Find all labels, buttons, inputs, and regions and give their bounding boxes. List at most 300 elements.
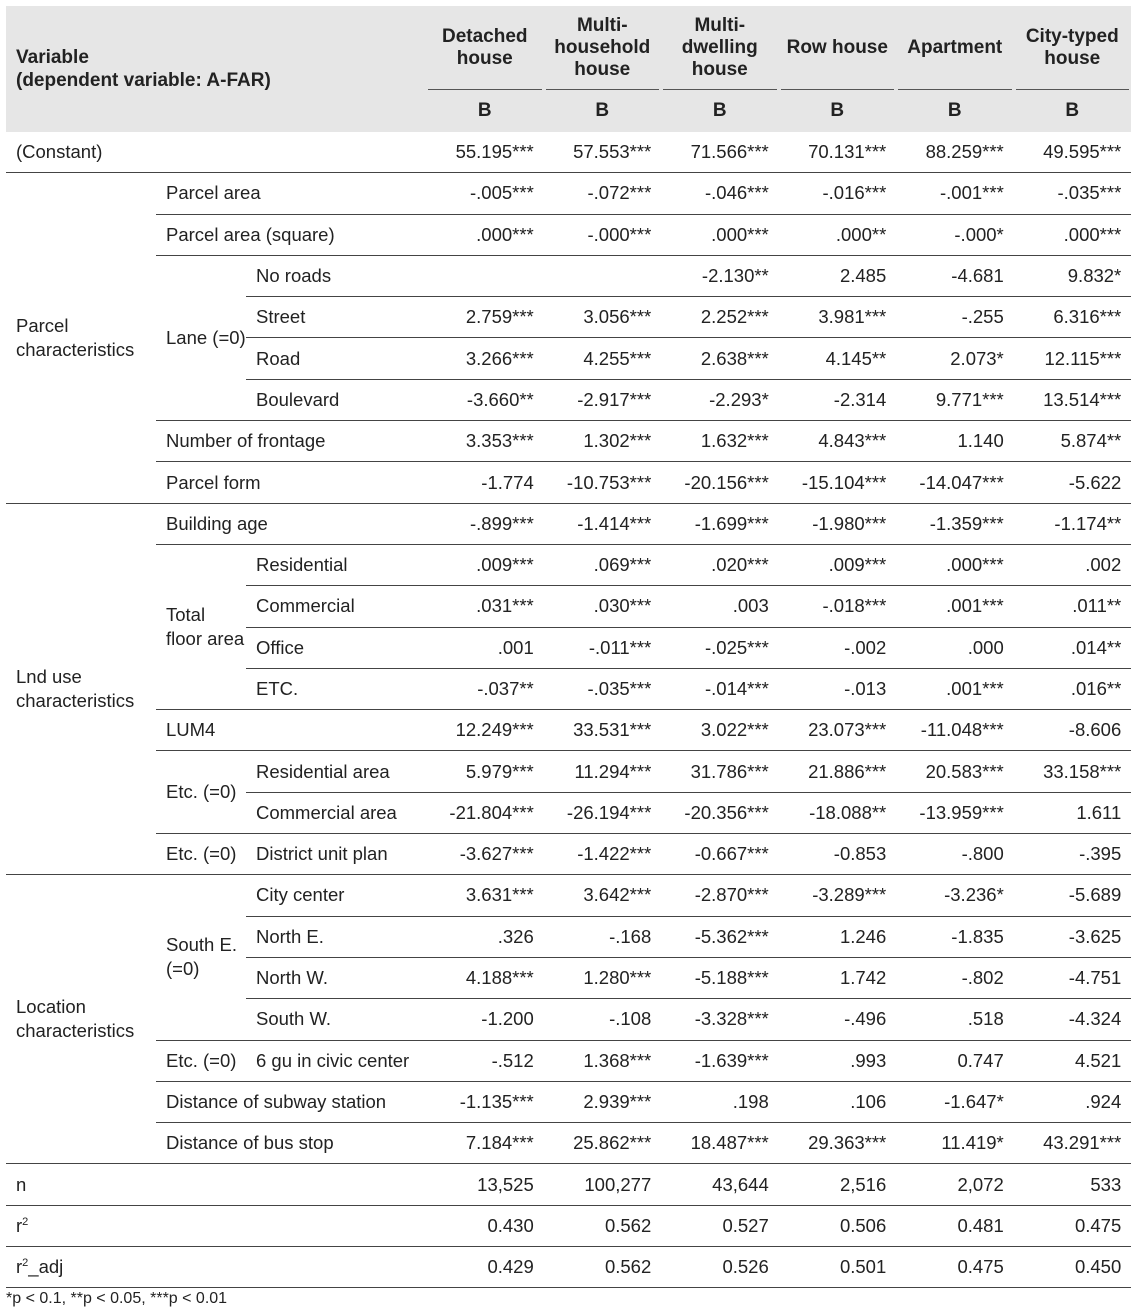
row-label: Parcel area (square) [156, 214, 426, 255]
coefficient-value: 20.583*** [925, 760, 1004, 782]
coefficient-value: -5.188*** [694, 967, 769, 989]
row-label: Building age [156, 503, 426, 544]
row-no-roads [6, 255, 1131, 296]
coefficient-value: -15.104*** [801, 471, 887, 493]
value-cell [896, 792, 1014, 833]
coefficient-value: 11.419* [941, 1132, 1004, 1154]
coefficient-value: 0.506 [839, 1214, 887, 1236]
stat-header: B [426, 90, 544, 132]
value-cell [896, 421, 1014, 462]
value-cell [779, 875, 897, 916]
coefficient-value: 1.140 [957, 430, 1004, 452]
row-lum4 [6, 710, 1131, 751]
value-cell [896, 957, 1014, 998]
coefficient-value: -.035*** [587, 678, 652, 699]
value-cell [544, 586, 662, 627]
coefficient-value: -4.681 [951, 265, 1004, 287]
value-cell [661, 875, 779, 916]
coefficient-value: 5.874** [1060, 430, 1122, 452]
value-cell [426, 255, 544, 296]
value-cell [544, 421, 662, 462]
value-cell [544, 544, 662, 585]
coefficient-value: 7.184*** [465, 1132, 534, 1154]
value-cell [661, 1040, 779, 1081]
row-label: Parcel form [156, 462, 426, 503]
coefficient-value: -8.606 [1068, 719, 1122, 741]
value-cell [1014, 544, 1132, 585]
coefficient-value: 2.252*** [700, 306, 769, 328]
value-cell [1014, 132, 1132, 173]
value-cell [896, 586, 1014, 627]
value-cell [779, 214, 897, 255]
coefficient-value: 18.487*** [690, 1132, 769, 1154]
row-label: Road [246, 338, 426, 379]
coefficient-value: -20.156*** [684, 471, 769, 493]
value-cell [896, 999, 1014, 1040]
value-cell [426, 379, 544, 420]
value-cell [1014, 792, 1132, 833]
row-label: South W. [246, 999, 426, 1040]
value-cell [779, 1247, 897, 1288]
value-cell [779, 503, 897, 544]
coefficient-value: .198 [732, 1090, 769, 1112]
coefficient-value: -.800 [961, 843, 1004, 865]
value-cell [896, 668, 1014, 709]
value-cell [779, 379, 897, 420]
coefficient-value: 2.759*** [465, 306, 534, 328]
coefficient-value: -4.324 [1068, 1008, 1122, 1030]
row-number-of-frontage [6, 421, 1131, 462]
value-cell [661, 1123, 779, 1164]
value-cell [896, 1081, 1014, 1122]
value-cell [426, 1247, 544, 1288]
coefficient-value: -.512 [491, 1049, 534, 1071]
row-label: Street [246, 297, 426, 338]
coefficient-value: -.025*** [705, 636, 769, 658]
value-cell [661, 379, 779, 420]
coefficient-value: -4.751 [1068, 967, 1122, 989]
value-cell [896, 132, 1014, 173]
value-cell [1014, 1040, 1132, 1081]
coefficient-value: -.000*** [587, 223, 652, 245]
value-cell [544, 297, 662, 338]
row-city-center [6, 875, 1131, 916]
coefficient-value: 1.742 [839, 967, 887, 989]
value-cell [426, 544, 544, 585]
subgroup-etc-district: Etc. (=0) [156, 834, 246, 875]
value-cell [896, 751, 1014, 792]
coefficient-value: -.018*** [822, 595, 887, 617]
value-cell [661, 544, 779, 585]
value-cell [661, 1247, 779, 1288]
coefficient-value: .000*** [946, 554, 1004, 576]
value-cell [426, 1081, 544, 1122]
value-cell [544, 132, 662, 173]
coefficient-value: -5.622 [1068, 471, 1122, 493]
row-building-age [6, 503, 1131, 544]
coefficient-value: -3.289*** [812, 884, 887, 906]
value-cell [1014, 999, 1132, 1040]
coefficient-value: -13.959*** [919, 801, 1004, 823]
coefficient-value: -.011*** [588, 636, 652, 658]
coefficient-value: 25.862*** [573, 1132, 652, 1154]
coefficient-value: -26.194*** [566, 801, 652, 823]
coefficient-value: .326 [497, 925, 534, 947]
value-cell [426, 338, 544, 379]
value-cell [544, 875, 662, 916]
value-cell [544, 751, 662, 792]
coefficient-value: .003 [732, 595, 769, 617]
coefficient-value: .000*** [711, 223, 769, 245]
value-cell [779, 1081, 897, 1122]
coefficient-value: -3.625 [1068, 925, 1122, 947]
coefficient-value: .000*** [476, 223, 534, 245]
coefficient-value: -.395 [1079, 843, 1122, 865]
value-cell [544, 627, 662, 668]
coefficient-value: .001*** [946, 678, 1004, 699]
col-header-row-house: Row house [779, 6, 897, 90]
coefficient-value: 533 [1090, 1173, 1122, 1195]
value-cell [1014, 421, 1132, 462]
row-label: North E. [246, 916, 426, 957]
coefficient-value: -3.236* [944, 884, 1004, 906]
coefficient-value: 3.056*** [583, 306, 652, 328]
col-header-multi-dwelling: Multi- dwelling house [661, 6, 779, 90]
coefficient-value: .014** [1070, 636, 1122, 658]
value-cell [544, 834, 662, 875]
value-cell [544, 792, 662, 833]
coefficient-value: -.002 [844, 636, 887, 658]
coefficient-value: 0.430 [487, 1214, 534, 1236]
coefficient-value: -.899*** [470, 512, 534, 534]
value-cell [426, 421, 544, 462]
value-cell [661, 132, 779, 173]
row-label: No roads [246, 255, 426, 296]
col-header-apartment: Apartment [896, 6, 1014, 90]
value-cell [779, 792, 897, 833]
coefficient-value: -1.835 [951, 925, 1004, 947]
value-cell [661, 627, 779, 668]
coefficient-value: 88.259*** [925, 141, 1004, 163]
value-cell [426, 957, 544, 998]
coefficient-value: -.000* [954, 223, 1004, 245]
value-cell [1014, 338, 1132, 379]
row-label: (Constant) [6, 132, 426, 173]
coefficient-value: -10.753*** [566, 471, 652, 493]
coefficient-value: .031*** [476, 595, 534, 617]
coefficient-value: 2.638*** [700, 347, 769, 369]
coefficient-value: 31.786*** [690, 760, 769, 782]
coefficient-value: 12.115*** [1044, 347, 1122, 369]
coefficient-value: -.016*** [822, 182, 887, 204]
row-label: Residential area [246, 751, 426, 792]
coefficient-value: -3.660** [466, 388, 534, 410]
subgroup-south-e: South E. (=0) [156, 875, 246, 1040]
coefficient-value: 3.266*** [465, 347, 534, 369]
row-parcel-area [6, 173, 1131, 214]
value-cell [661, 834, 779, 875]
value-cell [896, 710, 1014, 751]
coefficient-value: -18.088** [809, 801, 887, 823]
value-cell [426, 1040, 544, 1081]
value-cell [661, 792, 779, 833]
row-label: Parcel area [156, 173, 426, 214]
row-constant [6, 132, 1131, 173]
value-cell [1014, 668, 1132, 709]
value-cell [1014, 751, 1132, 792]
value-cell [544, 916, 662, 957]
coefficient-value: 9.832* [1067, 265, 1122, 287]
coefficient-value: -2.314 [833, 388, 887, 410]
value-cell [426, 710, 544, 751]
value-cell [1014, 957, 1132, 998]
value-cell [779, 1040, 897, 1081]
coefficient-value: 6.316*** [1053, 306, 1122, 328]
coefficient-value: -.046*** [705, 182, 769, 204]
coefficient-value: -2.293* [709, 388, 769, 410]
coefficient-value: 0.747 [957, 1049, 1004, 1071]
coefficient-value: -.001*** [940, 182, 1004, 204]
coefficient-value: .106 [850, 1090, 887, 1112]
value-cell [544, 503, 662, 544]
row-label: Distance of bus stop [156, 1123, 426, 1164]
coefficient-value: -1.200 [481, 1008, 534, 1030]
value-cell [426, 586, 544, 627]
value-cell [1014, 1164, 1132, 1205]
value-cell [426, 214, 544, 255]
row-district-unit-plan [6, 834, 1131, 875]
coefficient-value: 1.632*** [700, 430, 769, 452]
coefficient-value: .011** [1072, 595, 1122, 617]
coefficient-value: 11.294*** [574, 760, 652, 782]
row-bus-distance [6, 1123, 1131, 1164]
coefficient-value: 43.291*** [1043, 1132, 1122, 1154]
value-cell [426, 132, 544, 173]
value-cell [1014, 255, 1132, 296]
group-parcel-characteristics: Parcel characteristics [6, 173, 156, 503]
value-cell [1014, 875, 1132, 916]
coefficient-value: 0.527 [722, 1214, 769, 1236]
value-cell [779, 710, 897, 751]
regression-table [6, 6, 1131, 1288]
coefficient-value: 4.843*** [818, 430, 887, 452]
value-cell [1014, 173, 1132, 214]
coefficient-value: 2.073* [950, 347, 1004, 369]
coefficient-value: 1.611 [1076, 801, 1122, 823]
value-cell [896, 627, 1014, 668]
value-cell [1014, 297, 1132, 338]
coefficient-value: 2.485 [839, 265, 887, 287]
row-label: 6 gu in civic center [246, 1040, 426, 1081]
value-cell [779, 421, 897, 462]
value-cell [896, 544, 1014, 585]
coefficient-value: 0.562 [604, 1214, 652, 1236]
value-cell [544, 255, 662, 296]
coefficient-value: 0.475 [957, 1256, 1004, 1278]
coefficient-value: -14.047*** [919, 471, 1004, 493]
subgroup-lane: Lane (=0) [156, 255, 246, 420]
coefficient-value: -1.422*** [577, 843, 652, 865]
coefficient-value: 57.553*** [573, 141, 652, 163]
value-cell [544, 1164, 662, 1205]
value-cell [544, 1247, 662, 1288]
row-parcel-area-square [6, 214, 1131, 255]
group-land-use-characteristics: Lnd use characteristics [6, 503, 156, 875]
value-cell [544, 1123, 662, 1164]
row-label-superscript: 2 [22, 1257, 29, 1269]
coefficient-value: -1.639*** [694, 1049, 769, 1071]
coefficient-value: .002 [1085, 554, 1122, 576]
value-cell [426, 1164, 544, 1205]
coefficient-value: -2.870*** [694, 884, 769, 906]
stat-header: B [779, 90, 897, 132]
value-cell [426, 1123, 544, 1164]
coefficient-value: 3.981*** [818, 306, 887, 328]
coefficient-value: -5.362*** [694, 925, 769, 947]
row-r2 [6, 1205, 1131, 1246]
value-cell [661, 1205, 779, 1246]
coefficient-value: -.014*** [705, 678, 769, 699]
value-cell [779, 1205, 897, 1246]
coefficient-value: .000*** [1063, 223, 1122, 245]
value-cell [1014, 586, 1132, 627]
subgroup-etc: Etc. (=0) [156, 751, 246, 834]
row-residential-area [6, 751, 1131, 792]
coefficient-value: -1.774 [481, 471, 534, 493]
coefficient-value: -1.699*** [694, 512, 769, 534]
row-label: City center [246, 875, 426, 916]
stat-header: B [896, 90, 1014, 132]
value-cell [779, 627, 897, 668]
value-cell [544, 1081, 662, 1122]
coefficient-value: 43,644 [712, 1173, 769, 1195]
value-cell [426, 875, 544, 916]
coefficient-value: 9.771*** [935, 388, 1004, 410]
value-cell [896, 1164, 1014, 1205]
value-cell [896, 1040, 1014, 1081]
col-header-city-typed: City-typed house [1014, 6, 1132, 90]
value-cell [426, 297, 544, 338]
row-tfa-residential [6, 544, 1131, 585]
coefficient-value: 4.188*** [465, 967, 534, 989]
value-cell [661, 214, 779, 255]
value-cell [779, 544, 897, 585]
coefficient-value: .001 [497, 636, 534, 658]
value-cell [661, 751, 779, 792]
value-cell [896, 173, 1014, 214]
coefficient-value: -1.359*** [929, 512, 1004, 534]
value-cell [661, 916, 779, 957]
value-cell [896, 379, 1014, 420]
coefficient-value: .924 [1085, 1090, 1122, 1112]
value-cell [426, 1205, 544, 1246]
coefficient-value: -.005*** [470, 182, 534, 204]
coefficient-value: 23.073*** [808, 719, 887, 741]
variable-header-title: Variable [16, 47, 89, 68]
row-r2-adj [6, 1247, 1131, 1288]
value-cell [779, 668, 897, 709]
coefficient-value: 0.501 [839, 1256, 887, 1278]
value-cell [661, 1164, 779, 1205]
value-cell [661, 503, 779, 544]
value-cell [896, 916, 1014, 957]
value-cell [661, 338, 779, 379]
value-cell [544, 999, 662, 1040]
value-cell [896, 255, 1014, 296]
value-cell [1014, 1247, 1132, 1288]
coefficient-value: 55.195*** [455, 141, 534, 163]
coefficient-value: -.037** [477, 678, 534, 699]
value-cell [661, 462, 779, 503]
row-label: LUM4 [156, 710, 426, 751]
value-cell [779, 916, 897, 957]
coefficient-value: -.802 [961, 967, 1004, 989]
value-cell [544, 462, 662, 503]
coefficient-value: 0.526 [722, 1256, 769, 1278]
coefficient-value: -1.647* [944, 1090, 1004, 1112]
value-cell [661, 586, 779, 627]
coefficient-value: -3.627*** [459, 843, 534, 865]
value-cell [1014, 1123, 1132, 1164]
coefficient-value: -3.328*** [694, 1008, 769, 1030]
value-cell [779, 751, 897, 792]
coefficient-value: 1.246 [839, 925, 887, 947]
value-cell [661, 297, 779, 338]
value-cell [544, 214, 662, 255]
value-cell [779, 834, 897, 875]
value-cell [896, 1205, 1014, 1246]
coefficient-value: 4.145** [825, 347, 887, 369]
coefficient-value: 3.022*** [700, 719, 769, 741]
value-cell [779, 586, 897, 627]
value-cell [426, 627, 544, 668]
stat-header: B [1014, 90, 1132, 132]
coefficient-value: -.496 [844, 1008, 887, 1030]
row-subway-distance [6, 1081, 1131, 1122]
coefficient-value: 1.280*** [583, 967, 652, 989]
coefficient-value: .993 [850, 1049, 887, 1071]
value-cell [661, 173, 779, 214]
value-cell [544, 710, 662, 751]
value-cell [896, 214, 1014, 255]
value-cell [544, 668, 662, 709]
row-label: Distance of subway station [156, 1081, 426, 1122]
row-label: Boulevard [246, 379, 426, 420]
coefficient-value: .069*** [593, 554, 652, 576]
coefficient-value: .020*** [711, 554, 769, 576]
coefficient-value: -1.135*** [459, 1090, 534, 1112]
coefficient-value: 70.131*** [808, 141, 887, 163]
variable-header [6, 6, 426, 132]
coefficient-value: -2.917*** [577, 388, 652, 410]
value-cell [661, 421, 779, 462]
coefficient-value: -11.048*** [920, 719, 1004, 741]
value-cell [426, 751, 544, 792]
value-cell [1014, 379, 1132, 420]
coefficient-value: 100,277 [584, 1173, 652, 1195]
coefficient-value: 33.158*** [1043, 760, 1122, 782]
value-cell [896, 503, 1014, 544]
value-cell [661, 1081, 779, 1122]
value-cell [426, 173, 544, 214]
value-cell [426, 503, 544, 544]
coefficient-value: -21.804*** [449, 801, 534, 823]
coefficient-value: -0.667*** [694, 843, 769, 865]
coefficient-value: 2,516 [839, 1173, 887, 1195]
value-cell [779, 132, 897, 173]
group-location-characteristics: Location characteristics [6, 875, 156, 1164]
value-cell [661, 710, 779, 751]
